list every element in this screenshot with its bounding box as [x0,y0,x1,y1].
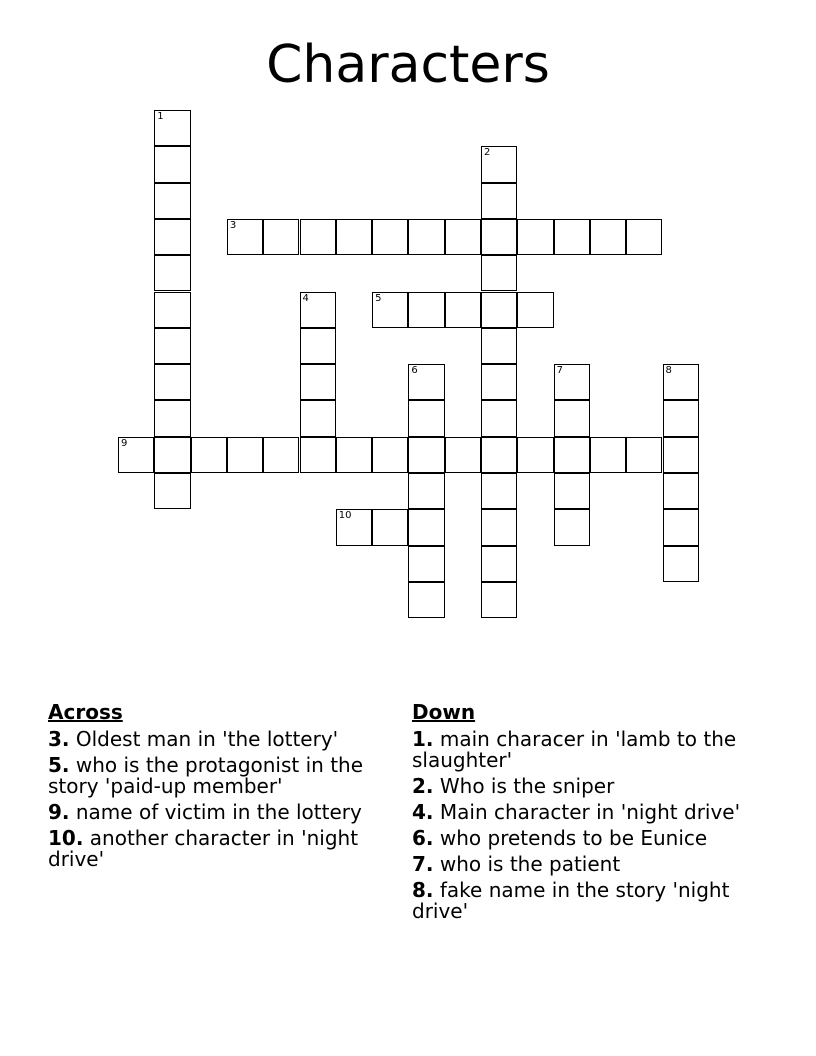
grid-cell[interactable] [554,219,590,255]
clue-text: Oldest man in 'the lottery' [75,727,339,751]
clue-number: 6. [412,826,434,850]
across-clue-5 [48,755,393,797]
grid-cell[interactable] [154,183,190,219]
grid-cell[interactable] [445,437,481,473]
down-clue-6 [412,828,757,849]
grid-cell[interactable] [408,582,444,618]
cell-number: 5 [375,292,382,304]
grid-cell[interactable] [336,437,372,473]
cell-number: 6 [411,365,418,377]
down-clues [412,700,757,927]
cell-number: 4 [302,292,309,304]
grid-cell[interactable] [300,400,336,436]
grid-cell[interactable] [408,546,444,582]
grid-cell[interactable] [154,292,190,328]
grid-cell[interactable] [191,437,227,473]
grid-cell[interactable] [481,292,517,328]
grid-cell[interactable] [517,437,553,473]
grid-cell[interactable] [154,110,190,146]
grid-cell[interactable] [227,219,263,255]
grid-cell[interactable] [154,400,190,436]
across-clue-10 [48,828,393,870]
clue-text: main characer in 'lamb to the slaughter' [412,727,737,772]
clue-text: who is the patient [439,852,621,876]
grid-cell[interactable] [154,255,190,291]
down-clue-1 [412,729,757,771]
grid-cell[interactable] [372,292,408,328]
grid-cell[interactable] [300,437,336,473]
grid-cell[interactable] [300,292,336,328]
clue-number: 2. [412,774,434,798]
grid-cell[interactable] [372,437,408,473]
grid-cell[interactable] [408,292,444,328]
down-clue-4 [412,802,757,823]
cell-number: 3 [229,219,237,231]
clue-number: 5. [48,753,70,777]
cell-number: 10 [338,510,352,522]
grid-cell[interactable] [300,364,336,400]
cell-number: 8 [665,365,672,377]
grid-cell[interactable] [372,219,408,255]
grid-cell[interactable] [554,364,590,400]
clue-text: Main character in 'night drive' [439,800,741,824]
grid-cell[interactable] [663,546,699,582]
cell-number: 1 [157,111,164,122]
grid-cell[interactable] [372,509,408,545]
grid-cell[interactable] [154,364,190,400]
grid-cell[interactable] [554,473,590,509]
grid-cell[interactable] [300,219,336,255]
across-clues [48,700,393,875]
page-title: Characters [266,35,550,95]
down-clue-8 [412,880,757,922]
grid-cell[interactable] [408,473,444,509]
clue-number: 9. [48,800,70,824]
grid-cell[interactable] [481,328,517,364]
clue-text: fake name in the story 'night drive' [412,878,730,923]
grid-cell[interactable] [590,219,626,255]
grid-cell[interactable] [445,292,481,328]
clue-number: 10. [48,826,84,850]
grid-cell[interactable] [408,437,444,473]
grid-cell[interactable] [300,328,336,364]
grid-cell[interactable] [118,437,154,473]
clue-number: 1. [412,727,434,751]
grid-cell[interactable] [517,292,553,328]
down-clue-2 [412,776,757,797]
grid-cell[interactable] [481,546,517,582]
grid-cell[interactable] [663,400,699,436]
clue-text: name of victim in the lottery [75,800,362,824]
grid-cell[interactable] [626,219,662,255]
clue-text: who pretends to be Eunice [439,826,708,850]
grid-cell[interactable] [481,146,517,182]
grid-cell[interactable] [481,400,517,436]
grid-cell[interactable] [517,219,553,255]
grid-cell[interactable] [408,400,444,436]
grid-cell[interactable] [554,509,590,545]
grid-cell[interactable] [481,509,517,545]
grid-cell[interactable] [408,509,444,545]
grid-cell[interactable] [481,219,517,255]
grid-cell[interactable] [481,473,517,509]
grid-cell[interactable] [554,400,590,436]
clue-text: who is the protagonist in the story 'paid-up member' [48,753,364,798]
grid-cell[interactable] [481,437,517,473]
grid-cell[interactable] [590,437,626,473]
clue-text: another character in 'night drive' [48,826,359,871]
grid-cell[interactable] [663,437,699,473]
grid-cell[interactable] [408,219,444,255]
across-clue-3 [48,729,393,750]
grid-cell[interactable] [481,183,517,219]
grid-cell[interactable] [263,437,299,473]
grid-cell[interactable] [227,437,263,473]
grid-cell[interactable] [154,437,190,473]
across-clue-9 [48,802,393,823]
grid-cell[interactable] [154,146,190,182]
grid-cell[interactable] [481,255,517,291]
grid-cell[interactable] [554,437,590,473]
clue-number: 3. [48,727,70,751]
across-heading: Across [48,700,123,724]
grid-cell[interactable] [481,364,517,400]
grid-cell[interactable] [445,219,481,255]
grid-cell[interactable] [481,582,517,618]
grid-cell[interactable] [154,328,190,364]
cell-number: 7 [556,365,563,377]
grid-cell[interactable] [336,219,372,255]
grid-cell[interactable] [154,219,190,255]
down-clue-7 [412,854,757,875]
cell-number: 2 [484,147,491,159]
grid-cell[interactable] [663,473,699,509]
clue-text: Who is the sniper [439,774,615,798]
clue-number: 4. [412,800,434,824]
grid-cell[interactable] [663,364,699,400]
cell-number: 9 [121,437,128,449]
grid-cell[interactable] [263,219,299,255]
grid-cell[interactable] [154,473,190,509]
grid-cell[interactable] [663,509,699,545]
grid-cell[interactable] [408,364,444,400]
clue-number: 7. [412,852,434,876]
clue-number: 8. [412,878,434,902]
grid-cell[interactable] [626,437,662,473]
grid-cell[interactable] [336,509,372,545]
down-heading: Down [412,700,476,724]
